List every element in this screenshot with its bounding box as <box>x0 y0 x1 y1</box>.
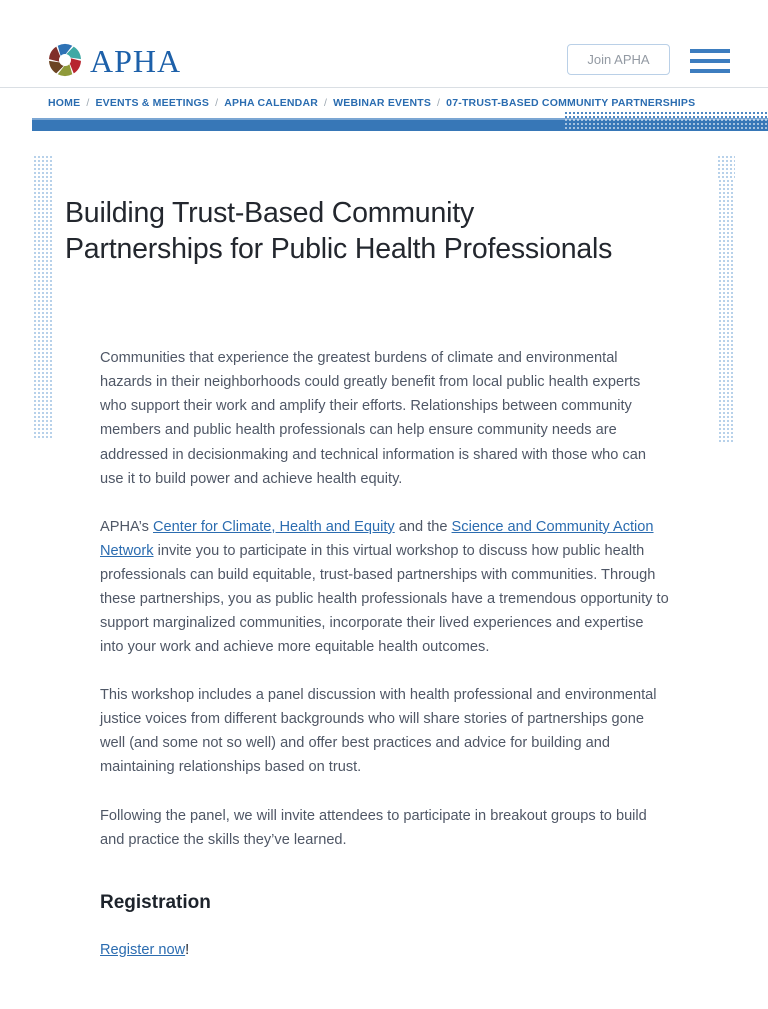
paragraph-breakout: Following the panel, we will invite attendees to participate in breakout groups to build and practice the skills they’ve learned. <box>100 807 647 848</box>
paragraph-intro: Communities that experience the greatest burdens of climate and environmental hazards in their neighborhoods could greatly benefit from local public health experts who support their work and amplify their efforts. Relationships between community members and public health professionals can help ensure community needs are addressed in decisionmaking and technical information is shared with those who can use it to build power and achieve health equity. <box>100 350 646 487</box>
breadcrumb-events-meetings[interactable]: EVENTS & MEETINGS <box>95 97 210 109</box>
apha-pinwheel-icon <box>47 42 83 78</box>
page-title-line1: Building Trust-Based Community <box>65 197 475 229</box>
breadcrumb-separator: / <box>324 97 328 109</box>
paragraph-invitation <box>100 515 670 659</box>
join-apha-button[interactable]: Join APHA <box>567 44 670 75</box>
paragraph-text: and the <box>394 518 452 535</box>
register-line <box>100 942 670 958</box>
breadcrumb-webinar-events[interactable]: WEBINAR EVENTS <box>333 97 432 109</box>
paragraph-text: APHA’s <box>100 518 153 535</box>
page-title-line2: Partnerships for Public Health Professionals <box>65 232 613 265</box>
paragraph-text: invite you to participate in this virtual workshop to discuss how public health professionals can build equitable, trust-based partnerships with communities. Through these partnerships, you as public health professionals have a tremendous opportunity to support marginalized communities, incorporate their lived experiences and expertise into your work and achieve more equitable health outcomes. <box>100 542 669 656</box>
page-title <box>65 196 695 267</box>
science-community-action-network-link[interactable]: Science and Community Action Network <box>100 518 654 559</box>
dot-pattern-decoration <box>564 118 768 131</box>
apha-wordmark: APHA <box>90 42 182 79</box>
article-body <box>100 346 670 851</box>
breadcrumb-separator: / <box>215 97 219 109</box>
menu-icon-bar <box>690 49 730 53</box>
dot-pattern-decoration <box>33 155 52 440</box>
menu-icon-bar <box>690 69 730 73</box>
dot-pattern-decoration <box>564 111 768 118</box>
center-for-climate-health-equity-link[interactable]: Center for Climate, Health and Equity <box>153 518 395 535</box>
breadcrumb-home[interactable]: HOME <box>48 97 81 109</box>
paragraph-panel: This workshop includes a panel discussion with health professional and environmental justice voices from different backgrounds who will share stories of partnerships gone well (and some not so well) and offer best practices and advice for building and maintaining relationships based on trust. <box>100 687 657 776</box>
site-header <box>0 0 768 88</box>
breadcrumb-apha-calendar[interactable]: APHA CALENDAR <box>224 97 319 109</box>
register-now-link[interactable]: Register now <box>100 941 186 958</box>
registration-heading: Registration <box>100 891 211 913</box>
breadcrumb-current-page[interactable]: 07-TRUST-BASED COMMUNITY PARTNERSHIPS <box>446 97 696 109</box>
menu-icon[interactable] <box>690 49 730 73</box>
article-card <box>52 155 718 988</box>
register-suffix: ! <box>185 941 190 958</box>
article-section <box>0 155 768 1009</box>
accent-bar <box>32 118 768 131</box>
breadcrumb-separator: / <box>86 97 90 109</box>
apha-logo[interactable] <box>47 42 181 78</box>
breadcrumb-separator: / <box>437 97 441 109</box>
menu-icon-bar <box>690 59 730 63</box>
dot-pattern-decoration <box>718 179 735 444</box>
